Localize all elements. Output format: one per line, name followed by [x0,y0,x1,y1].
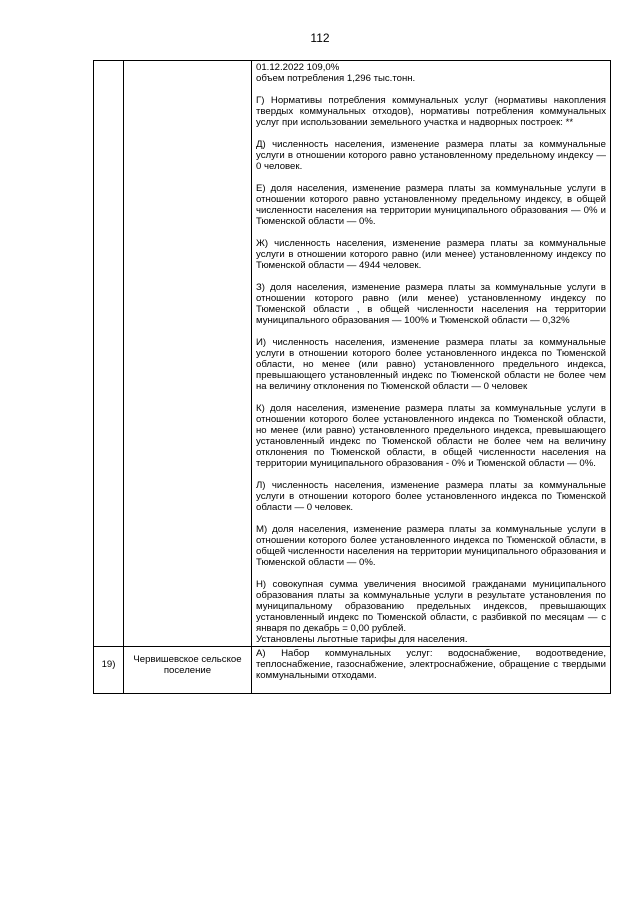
paragraph-d: Д) численность населения, изменение размера платы за коммунальные услуги в отношении которого равно установленному предельному индексу — 0 человек. [256,139,606,172]
row-number-cell: 19) [94,647,124,694]
paragraph-zh: Ж) численность населения, изменение размера платы за коммунальные услуги в отношении которого равно (или менее) установленному индексу по Тюменской области — 4944 человек. [256,238,606,271]
paragraph-i: И) численность населения, изменение размера платы за коммунальные услуги в отношении которого более установленного индекса по Тюменской области, но менее (или равно) установленного предельного индекса, превышающего установленный индекс по Тюменской области не более чем на величину отклонения по Тюменской области — 0 человек [256,337,606,392]
municipal-indices-table [93,60,611,694]
paragraph-z: З) доля населения, изменение размера платы за коммунальные услуги в отношении которого равно (или менее) установленному индексу по Тюменской области , в общей численности населения на территории муниципального образования — 100% и Тюменской области — 0,32% [256,282,606,326]
page-number: 112 [310,31,330,45]
row-number-cell [94,61,124,647]
index-date-line: 01.12.2022 109,0% [256,62,340,73]
consumption-header [256,62,606,84]
municipality-name-cell: Червишевское сельское поселение [124,647,252,694]
row-details-cell [252,61,611,647]
row-details-cell [252,647,611,694]
paragraph-a: А) Набор коммунальных услуг: водоснабжение, водоотведение, теплоснабжение, газоснабжение, электроснабжение, обращение с твердыми коммунальными отходами. [256,648,606,681]
paragraph-e: Е) доля населения, изменение размера платы за коммунальные услуги в отношении которого равно установленному предельному индексу, в общей численности населения на территории муниципального образования — 0% и Тюменской области — 0%. [256,183,606,227]
paragraph-l: Л) численность населения, изменение размера платы за коммунальные услуги в отношении которого более установленного индекса по Тюменской области — 0 человек. [256,480,606,513]
consumption-volume-line: объем потребления 1,296 тыс.тонн. [256,73,416,84]
paragraph-n: Н) совокупная сумма увеличения вносимой гражданами муниципального образования платы за коммунальные услуги в результате установления по муниципальному образованию предельных индексов, превышающих установленный индекс по Тюменской области, с разбивкой по месяцам — с января по декабрь = 0,00 рублей. [256,579,606,634]
paragraph-g: Г) Нормативы потребления коммунальных услуг (нормативы накопления твердых коммунальных отходов), нормативы потребления коммунальных услуг при использовании земельного участка и надворных построек: ** [256,95,606,128]
paragraph-k: К) доля населения, изменение размера платы за коммунальные услуги в отношении которого более установленного индекса по Тюменской области, но менее (или равно) установленного предельного индекса, превышающего установленный индекс по Тюменской области не более чем на величину отклонения по Тюменской области, в общей численности населения на территории муниципального образования - 0% и Тюменской области — 0%. [256,403,606,469]
table-row [94,61,611,647]
municipality-name-cell [124,61,252,647]
table-row [94,647,611,694]
paragraph-m: М) доля населения, изменение размера платы за коммунальные услуги в отношении которого более установленного индекса по Тюменской области, в общей численности населения на территории муниципального образования и Тюменской области — 0%. [256,524,606,568]
preferential-tariffs-note: Установлены льготные тарифы для населения. [256,634,468,645]
